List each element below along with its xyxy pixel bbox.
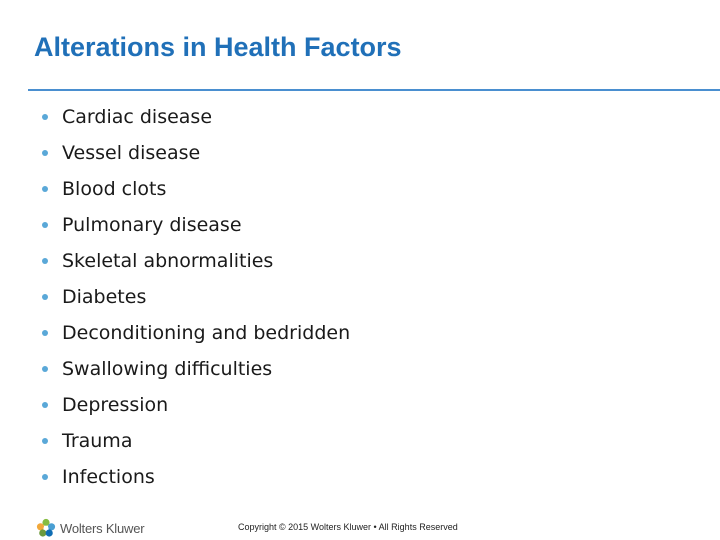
bullet-text: Blood clots bbox=[62, 178, 167, 200]
bullet-dot-icon bbox=[42, 294, 48, 300]
bullet-dot-icon bbox=[42, 186, 48, 192]
bullet-text: Skeletal abnormalities bbox=[62, 250, 274, 272]
slide-title: Alterations in Health Factors bbox=[34, 32, 402, 62]
bullet-dot-icon bbox=[42, 438, 48, 444]
list-item bbox=[42, 279, 350, 315]
title-divider bbox=[28, 89, 720, 91]
bullet-text: Cardiac disease bbox=[62, 106, 213, 128]
bullet-text: Depression bbox=[62, 394, 169, 416]
bullet-text: Trauma bbox=[62, 430, 133, 452]
list-item bbox=[42, 459, 350, 495]
list-item bbox=[42, 171, 350, 207]
bullet-dot-icon bbox=[42, 402, 48, 408]
bullet-dot-icon bbox=[42, 474, 48, 480]
bullet-text: Vessel disease bbox=[62, 142, 201, 164]
logo-text: Wolters Kluwer bbox=[60, 520, 145, 536]
list-item bbox=[42, 207, 350, 243]
bullet-text: Deconditioning and bedridden bbox=[62, 322, 351, 344]
bullet-dot-icon bbox=[42, 222, 48, 228]
bullet-text: Pulmonary disease bbox=[62, 214, 242, 236]
company-logo bbox=[36, 518, 144, 538]
bullet-dot-icon bbox=[42, 150, 48, 156]
bullet-text: Swallowing difficulties bbox=[62, 358, 273, 380]
list-item bbox=[42, 99, 350, 135]
copyright-notice: Copyright © 2015 Wolters Kluwer • All Rights Reserved bbox=[238, 522, 458, 532]
bullet-dot-icon bbox=[42, 258, 48, 264]
list-item bbox=[42, 387, 350, 423]
wolters-kluwer-logo-icon bbox=[36, 518, 56, 538]
bullet-dot-icon bbox=[42, 114, 48, 120]
list-item bbox=[42, 315, 350, 351]
list-item bbox=[42, 135, 350, 171]
list-item bbox=[42, 243, 350, 279]
bullet-dot-icon bbox=[42, 366, 48, 372]
bullet-list bbox=[42, 99, 350, 495]
bullet-text: Diabetes bbox=[62, 286, 147, 308]
bullet-text: Infections bbox=[62, 466, 155, 488]
bullet-dot-icon bbox=[42, 330, 48, 336]
list-item bbox=[42, 423, 350, 459]
list-item bbox=[42, 351, 350, 387]
